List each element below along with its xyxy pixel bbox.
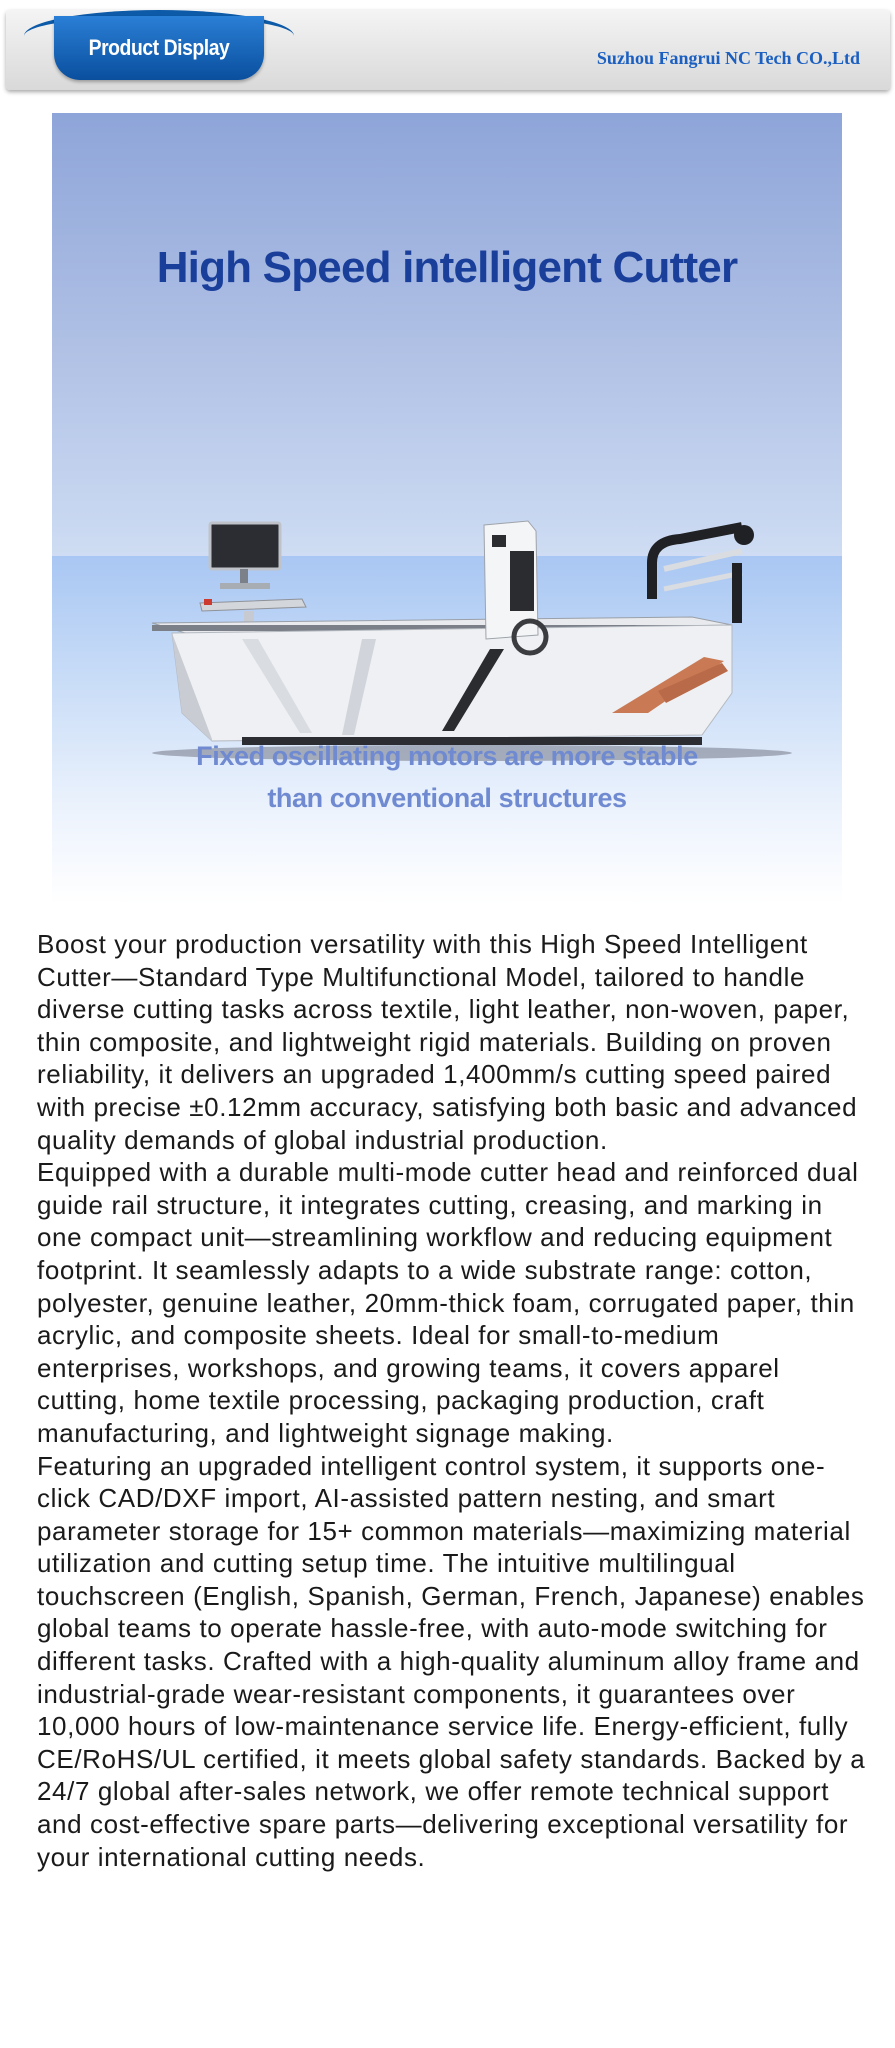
hero-subtitle-line-1: Fixed oscillating motors are more stable	[196, 741, 698, 771]
product-display-tab[interactable]	[54, 16, 264, 80]
hero-product-image	[52, 113, 842, 905]
product-display-tab-label: Product Display	[88, 35, 230, 60]
description-paragraph: Equipped with a durable multi-mode cutter head and reinforced dual guide rail structure, it integrates cutting, creasing, and marking in one compact unit—streamlining workflow and reducing equipment footprint. It seamlessly adapts to a wide substrate range: cotton, polyester, genuine leather, 20mm-thick foam, corrugated paper, thin acrylic, and composite sheets. Ideal for small-to-medium enterprises, workshops, and growing teams, it covers apparel cutting, home textile processing, packaging production, craft manufacturing, and lightweight signage making.	[37, 1157, 859, 1448]
description-paragraph: Featuring an upgraded intelligent control system, it supports one-click CAD/DXF import, AI-assisted pattern nesting, and smart parameter storage for 15+ common materials—maximizing material utilization and cutting setup time. The intuitive multilingual touchscreen (English, Spanish, German, French, Japanese) enables global teams to operate hassle-free, with auto-mode switching for different tasks. Crafted with a high-quality aluminum alloy frame and industrial-grade wear-resistant components, it guarantees over 10,000 hours of low-maintenance service life. Energy-efficient, fully CE/RoHS/UL certified, it meets global safety standards. Backed by a 24/7 global after-sales network, we offer remote technical support and cost-effective spare parts—delivering exceptional versatility for your international cutting needs.	[37, 1450, 866, 1872]
hero-subtitle	[52, 735, 842, 819]
hero-title: High Speed intelligent Cutter	[156, 243, 738, 292]
product-display-tab-wrap	[24, 10, 294, 90]
company-name: Suzhou Fangrui NC Tech CO.,Ltd	[596, 48, 860, 68]
header-bar	[6, 10, 890, 90]
hero-subtitle-line-2: than conventional structures	[267, 783, 627, 813]
product-description	[37, 928, 867, 1873]
description-paragraph: Boost your production versatility with this High Speed Intelligent Cutter—Standard Type Multifunctional Model, tailored to handle diverse cutting tasks across textile, light leather, non-woven, paper, thin composite, and lightweight rigid materials. Building on proven reliability, it delivers an upgraded 1,400mm/s cutting speed paired with precise ±0.12mm accuracy, satisfying both basic and advanced quality demands of global industrial production.	[37, 929, 858, 1155]
cutter-machine-illustration	[92, 413, 812, 763]
